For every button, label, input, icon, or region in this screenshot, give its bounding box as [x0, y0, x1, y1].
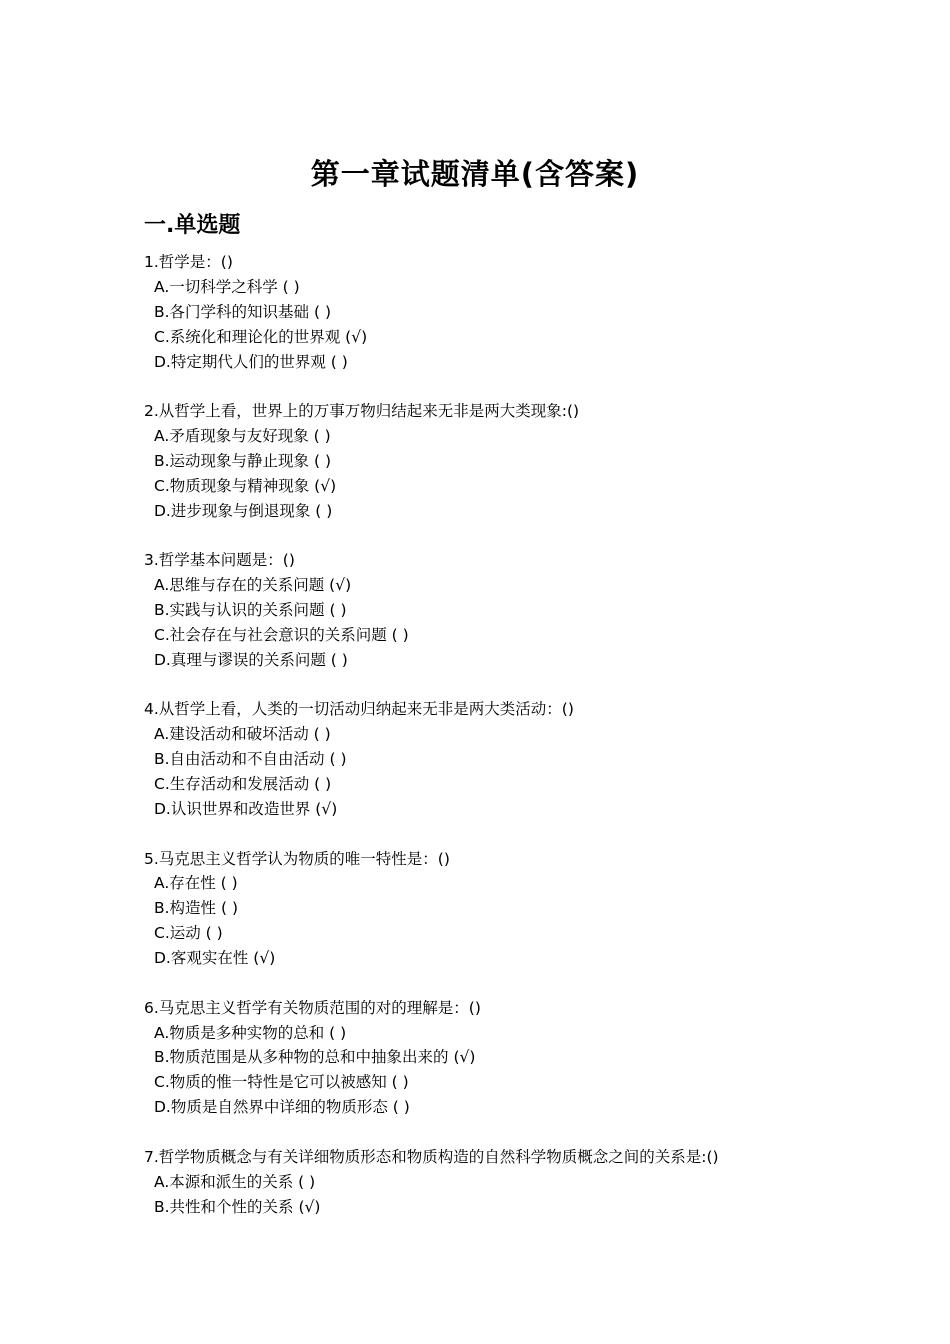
option-c: C.生存活动和发展活动 ( ) — [154, 775, 332, 794]
question-text: 2.从哲学上看，世界上的万事万物归结起来无非是两大类现象:() — [144, 402, 580, 421]
option-c: C.社会存在与社会意识的关系问题 ( ) — [154, 625, 409, 644]
question-text: 7.哲学物质概念与有关详细物质形态和物质构造的自然科学物质概念之间的关系是:() — [144, 1147, 719, 1166]
question-6 — [144, 996, 844, 1121]
question-text: 4.从哲学上看，人类的一切活动归纳起来无非是两大类活动：() — [144, 700, 574, 719]
option-a: A.一切科学之科学 ( ) — [154, 277, 300, 296]
option-d: D.客观实在性 (√) — [154, 949, 276, 968]
question-list — [144, 250, 844, 1244]
option-c: C.物质现象与精神现象 (√) — [154, 476, 337, 495]
option-a: A.存在性 ( ) — [154, 874, 238, 893]
question-4 — [144, 697, 844, 822]
option-b: B.自由活动和不自由活动 ( ) — [154, 750, 347, 769]
option-b: B.实践与认识的关系问题 ( ) — [154, 601, 347, 620]
question-5 — [144, 847, 844, 972]
option-d: D.物质是自然界中详细的物质形态 ( ) — [154, 1098, 410, 1117]
option-b: B.各门学科的知识基础 ( ) — [154, 302, 332, 321]
option-b: B.运动现象与静止现象 ( ) — [154, 451, 332, 470]
option-c: C.运动 ( ) — [154, 924, 223, 943]
option-b: B.物质范围是从多种物的总和中抽象出来的 (√) — [154, 1048, 476, 1067]
question-text: 3.哲学基本问题是：() — [144, 551, 295, 570]
question-7 — [144, 1145, 844, 1220]
option-b: B.共性和个性的关系 (√) — [154, 1197, 321, 1216]
question-text: 6.马克思主义哲学有关物质范围的对的理解是：() — [144, 998, 481, 1017]
option-d: D.认识世界和改造世界 (√) — [154, 800, 338, 818]
section-heading: 一.单选题 — [144, 213, 241, 238]
question-2 — [144, 399, 844, 524]
option-a: A.物质是多种实物的总和 ( ) — [154, 1023, 347, 1042]
option-d: D.真理与谬误的关系问题 ( ) — [154, 650, 348, 669]
option-a: A.本源和派生的关系 ( ) — [154, 1172, 316, 1191]
option-d: D.进步现象与倒退现象 ( ) — [154, 501, 333, 520]
question-3 — [144, 548, 844, 673]
option-a: A.思维与存在的关系问题 (√) — [154, 576, 352, 595]
option-d: D.特定期代人们的世界观 ( ) — [154, 352, 348, 371]
question-text: 1.哲学是：() — [144, 253, 233, 271]
option-c: C.物质的惟一特性是它可以被感知 ( ) — [154, 1073, 409, 1092]
question-text: 5.马克思主义哲学认为物质的唯一特性是：() — [144, 849, 450, 868]
option-b: B.构造性 ( ) — [154, 899, 239, 918]
option-c: C.系统化和理论化的世界观 (√) — [154, 327, 368, 346]
page-title: 第一章试题清单(含答案) — [310, 157, 640, 191]
question-1 — [144, 250, 844, 375]
option-a: A.矛盾现象与友好现象 ( ) — [154, 427, 331, 446]
option-a: A.建设活动和破坏活动 ( ) — [154, 725, 331, 744]
